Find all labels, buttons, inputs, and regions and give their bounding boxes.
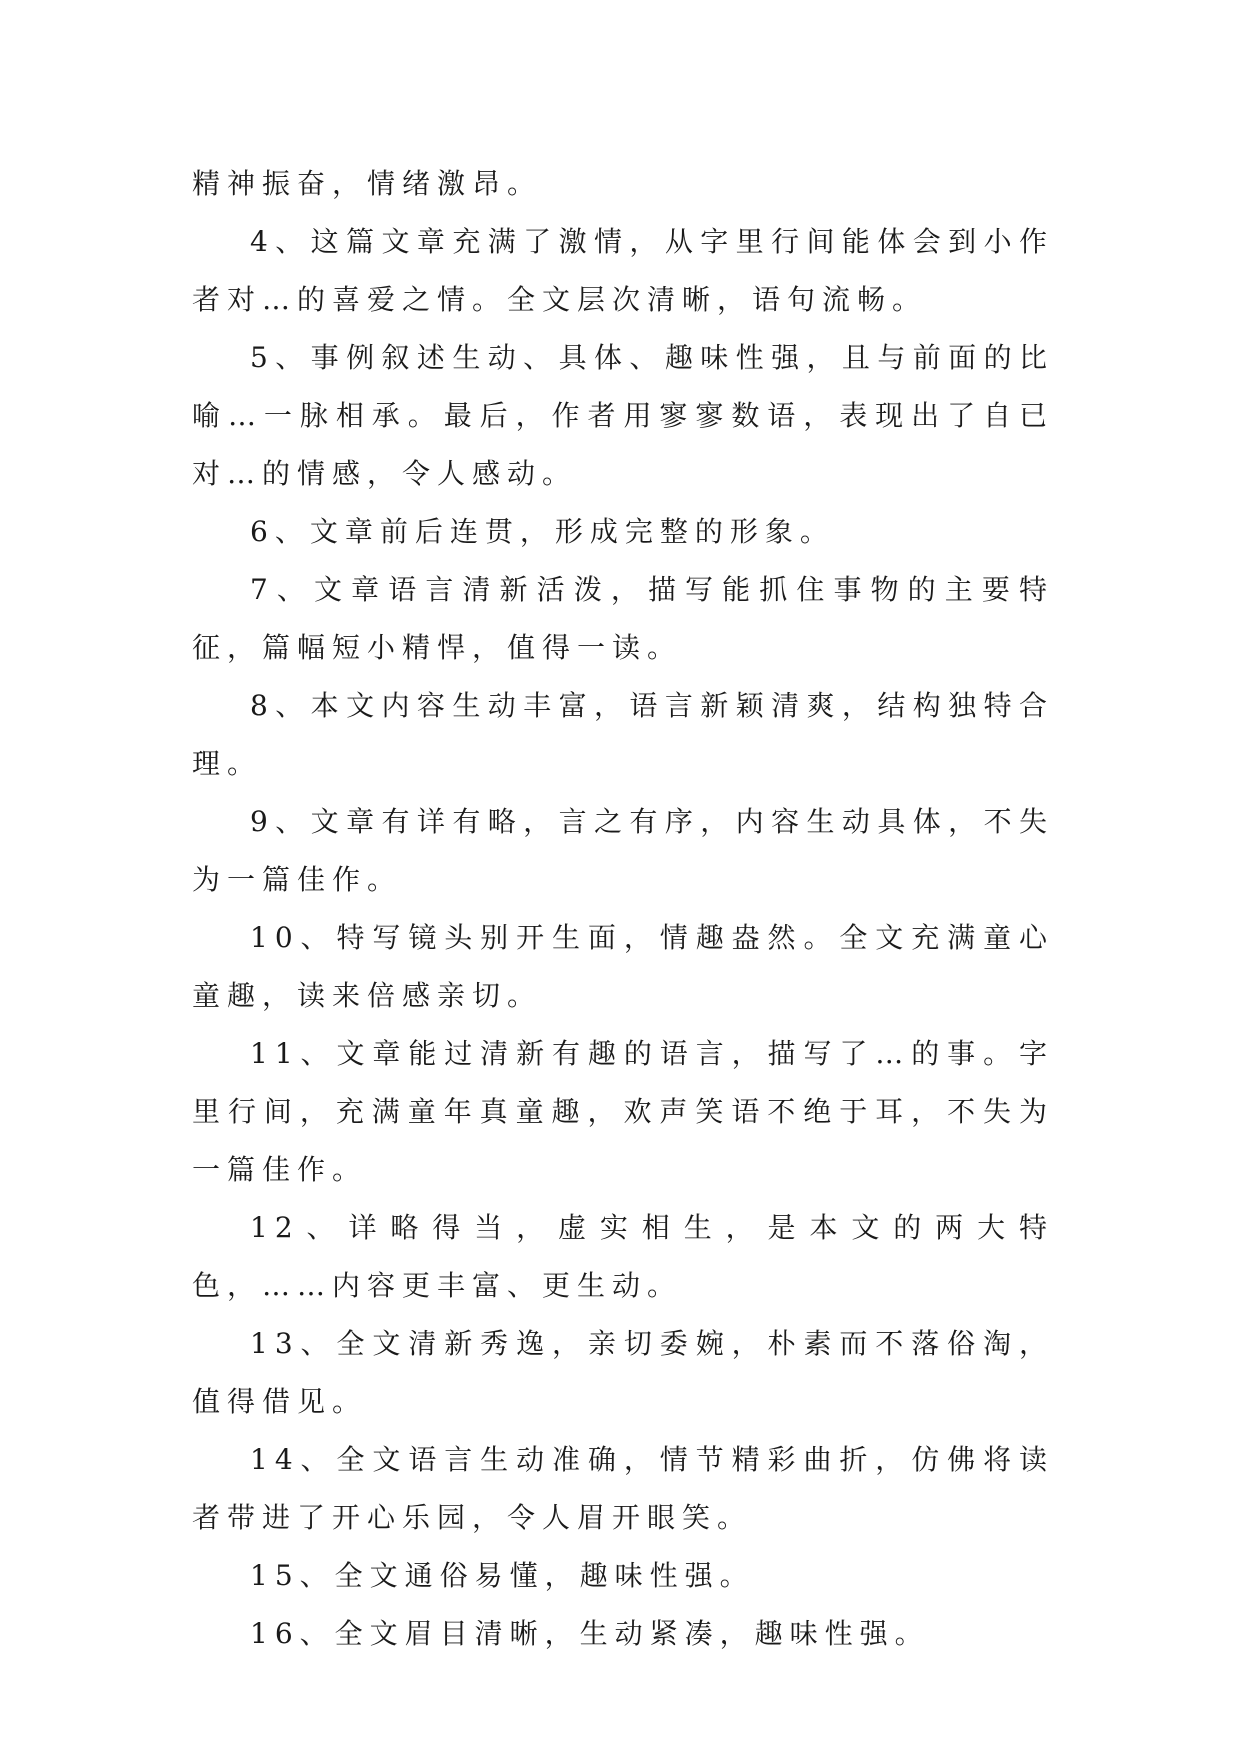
paragraph-0: 精神振奋，情绪激昂。 xyxy=(192,167,543,200)
paragraph-3: 6、文章前后连贯，形成完整的形象。 xyxy=(250,515,835,548)
paragraph-4: 7、文章语言清新活泼，描写能抓住事物的主要特征，篇幅短小精悍，值得一读。 xyxy=(192,573,1054,664)
paragraph-8: 11、文章能过清新有趣的语言，描写了…的事。字里行间，充满童年真童趣，欢声笑语不绝于耳，不失为一篇佳作。 xyxy=(192,1037,1054,1186)
paragraph-5: 8、本文内容生动丰富，语言新颖清爽，结构独特合理。 xyxy=(192,689,1054,780)
paragraph-7: 10、特写镜头别开生面，情趣盎然。全文充满童心童趣，读来倍感亲切。 xyxy=(192,921,1054,1012)
paragraph-9: 12、详略得当，虚实相生，是本文的两大特色，……内容更丰富、更生动。 xyxy=(192,1211,1054,1302)
paragraph-11: 14、全文语言生动准确，情节精彩曲折，仿佛将读者带进了开心乐园，令人眉开眼笑。 xyxy=(192,1443,1054,1534)
document-body xyxy=(192,155,1054,1663)
paragraph-1: 4、这篇文章充满了激情，从字里行间能体会到小作者对…的喜爱之情。全文层次清晰，语句流畅。 xyxy=(192,225,1054,316)
paragraph-10: 13、全文清新秀逸，亲切委婉，朴素而不落俗淘，值得借见。 xyxy=(192,1327,1054,1418)
paragraph-6: 9、文章有详有略，言之有序，内容生动具体，不失为一篇佳作。 xyxy=(192,805,1054,896)
paragraph-12: 15、全文通俗易懂，趣味性强。 xyxy=(250,1559,755,1592)
paragraph-13: 16、全文眉目清晰，生动紧凑，趣味性强。 xyxy=(250,1617,930,1650)
paragraph-2: 5、事例叙述生动、具体、趣味性强，且与前面的比喻…一脉相承。最后，作者用寥寥数语，表现出了自已对…的情感，令人感动。 xyxy=(192,341,1054,490)
